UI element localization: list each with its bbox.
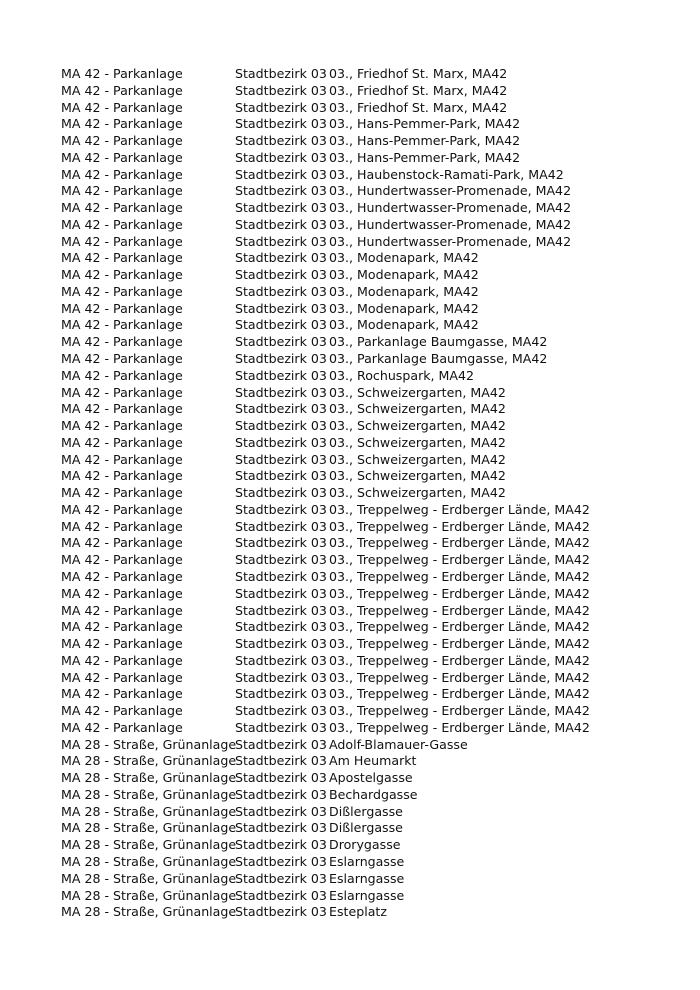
location-cell: 03., Schweizergarten, MA42 [329, 418, 506, 434]
department-cell: MA 42 - Parkanlage [61, 636, 183, 652]
location-cell: 03., Friedhof St. Marx, MA42 [329, 82, 508, 98]
department-cell: MA 28 - Straße, Grünanlage [61, 753, 237, 769]
location-cell: 03., Modenapark, MA42 [329, 250, 479, 266]
department-cell: MA 28 - Straße, Grünanlage [61, 803, 237, 819]
location-cell: 03., Treppelweg - Erdberger Lände, MA42 [329, 619, 590, 635]
department-cell: MA 28 - Straße, Grünanlage [61, 904, 237, 920]
department-cell: MA 28 - Straße, Grünanlage [61, 786, 237, 802]
department-cell: MA 28 - Straße, Grünanlage [61, 820, 237, 836]
location-cell: 03., Schweizergarten, MA42 [329, 401, 506, 417]
district-cell: Stadtbezirk 03 [235, 351, 327, 367]
department-cell: MA 42 - Parkanlage [61, 669, 183, 685]
district-cell: Stadtbezirk 03 [235, 820, 327, 836]
district-cell: Stadtbezirk 03 [235, 384, 327, 400]
district-cell: Stadtbezirk 03 [235, 686, 327, 702]
district-cell: Stadtbezirk 03 [235, 233, 327, 249]
district-cell: Stadtbezirk 03 [235, 853, 327, 869]
district-cell: Stadtbezirk 03 [235, 116, 327, 132]
district-cell: Stadtbezirk 03 [235, 485, 327, 501]
department-cell: MA 42 - Parkanlage [61, 82, 183, 98]
location-cell: Eslarngasse [329, 887, 405, 903]
department-cell: MA 42 - Parkanlage [61, 149, 183, 165]
location-cell: Adolf-Blamauer-Gasse [329, 736, 468, 752]
district-cell: Stadtbezirk 03 [235, 401, 327, 417]
district-cell: Stadtbezirk 03 [235, 267, 327, 283]
district-cell: Stadtbezirk 03 [235, 133, 327, 149]
location-cell: 03., Treppelweg - Erdberger Lände, MA42 [329, 686, 590, 702]
location-cell: 03., Treppelweg - Erdberger Lände, MA42 [329, 585, 590, 601]
district-cell: Stadtbezirk 03 [235, 837, 327, 853]
district-cell: Stadtbezirk 03 [235, 585, 327, 601]
district-cell: Stadtbezirk 03 [235, 736, 327, 752]
location-cell: Dißlergasse [329, 803, 403, 819]
location-cell: 03., Modenapark, MA42 [329, 283, 479, 299]
district-cell: Stadtbezirk 03 [235, 703, 327, 719]
district-cell: Stadtbezirk 03 [235, 468, 327, 484]
district-cell: Stadtbezirk 03 [235, 518, 327, 534]
district-cell: Stadtbezirk 03 [235, 501, 327, 517]
location-cell: 03., Friedhof St. Marx, MA42 [329, 66, 508, 81]
location-cell: 03., Hans-Pemmer-Park, MA42 [329, 133, 521, 149]
district-cell: Stadtbezirk 03 [235, 334, 327, 350]
district-cell: Stadtbezirk 03 [235, 317, 327, 333]
department-cell: MA 28 - Straße, Grünanlage [61, 770, 237, 786]
location-cell: 03., Treppelweg - Erdberger Lände, MA42 [329, 719, 590, 735]
location-cell: 03., Treppelweg - Erdberger Lände, MA42 [329, 518, 590, 534]
location-cell: 03., Hundertwasser-Promenade, MA42 [329, 216, 572, 232]
department-cell: MA 42 - Parkanlage [61, 518, 183, 534]
location-cell: 03., Modenapark, MA42 [329, 267, 479, 283]
location-cell: 03., Haubenstock-Ramati-Park, MA42 [329, 166, 564, 182]
department-cell: MA 42 - Parkanlage [61, 418, 183, 434]
department-cell: MA 42 - Parkanlage [61, 250, 183, 266]
department-cell: MA 42 - Parkanlage [61, 384, 183, 400]
department-cell: MA 28 - Straße, Grünanlage [61, 837, 237, 853]
department-cell: MA 42 - Parkanlage [61, 619, 183, 635]
district-cell: Stadtbezirk 03 [235, 535, 327, 551]
location-cell: 03., Treppelweg - Erdberger Lände, MA42 [329, 652, 590, 668]
district-cell: Stadtbezirk 03 [235, 602, 327, 618]
location-cell: Eslarngasse [329, 853, 405, 869]
location-cell: 03., Treppelweg - Erdberger Lände, MA42 [329, 636, 590, 652]
district-cell: Stadtbezirk 03 [235, 568, 327, 584]
location-cell: 03., Schweizergarten, MA42 [329, 434, 506, 450]
department-cell: MA 42 - Parkanlage [61, 283, 183, 299]
department-cell: MA 42 - Parkanlage [61, 351, 183, 367]
location-cell: 03., Hundertwasser-Promenade, MA42 [329, 200, 572, 216]
location-cell: 03., Parkanlage Baumgasse, MA42 [329, 334, 548, 350]
department-cell: MA 42 - Parkanlage [61, 166, 183, 182]
department-cell: MA 42 - Parkanlage [61, 703, 183, 719]
location-cell: 03., Treppelweg - Erdberger Lände, MA42 [329, 501, 590, 517]
district-cell: Stadtbezirk 03 [235, 652, 327, 668]
department-cell: MA 42 - Parkanlage [61, 501, 183, 517]
district-cell: Stadtbezirk 03 [235, 250, 327, 266]
location-cell: 03., Treppelweg - Erdberger Lände, MA42 [329, 535, 590, 551]
location-cell: 03., Treppelweg - Erdberger Lände, MA42 [329, 669, 590, 685]
location-cell: 03., Hundertwasser-Promenade, MA42 [329, 183, 572, 199]
department-cell: MA 42 - Parkanlage [61, 99, 183, 115]
district-cell: Stadtbezirk 03 [235, 283, 327, 299]
location-cell: 03., Parkanlage Baumgasse, MA42 [329, 351, 548, 367]
location-cell: 03., Treppelweg - Erdberger Lände, MA42 [329, 602, 590, 618]
department-cell: MA 28 - Straße, Grünanlage [61, 887, 237, 903]
district-cell: Stadtbezirk 03 [235, 200, 327, 216]
location-cell: 03., Schweizergarten, MA42 [329, 485, 506, 501]
department-cell: MA 42 - Parkanlage [61, 434, 183, 450]
department-cell: MA 42 - Parkanlage [61, 535, 183, 551]
district-cell: Stadtbezirk 03 [235, 669, 327, 685]
district-cell: Stadtbezirk 03 [235, 904, 327, 920]
district-cell: Stadtbezirk 03 [235, 367, 327, 383]
district-cell: Stadtbezirk 03 [235, 636, 327, 652]
district-cell: Stadtbezirk 03 [235, 719, 327, 735]
department-cell: MA 42 - Parkanlage [61, 133, 183, 149]
department-cell: MA 42 - Parkanlage [61, 552, 183, 568]
district-cell: Stadtbezirk 03 [235, 300, 327, 316]
department-cell: MA 42 - Parkanlage [61, 401, 183, 417]
department-cell: MA 42 - Parkanlage [61, 66, 183, 81]
department-cell: MA 42 - Parkanlage [61, 267, 183, 283]
district-cell: Stadtbezirk 03 [235, 149, 327, 165]
district-cell: Stadtbezirk 03 [235, 216, 327, 232]
location-cell: 03., Schweizergarten, MA42 [329, 384, 506, 400]
district-cell: Stadtbezirk 03 [235, 870, 327, 886]
department-cell: MA 42 - Parkanlage [61, 485, 183, 501]
department-cell: MA 42 - Parkanlage [61, 719, 183, 735]
district-cell: Stadtbezirk 03 [235, 770, 327, 786]
department-cell: MA 42 - Parkanlage [61, 116, 183, 132]
district-cell: Stadtbezirk 03 [235, 99, 327, 115]
department-cell: MA 42 - Parkanlage [61, 300, 183, 316]
department-cell: MA 42 - Parkanlage [61, 183, 183, 199]
location-cell: Apostelgasse [329, 770, 413, 786]
location-cell: 03., Schweizergarten, MA42 [329, 468, 506, 484]
department-cell: MA 42 - Parkanlage [61, 686, 183, 702]
district-cell: Stadtbezirk 03 [235, 786, 327, 802]
location-cell: Dißlergasse [329, 820, 403, 836]
department-cell: MA 42 - Parkanlage [61, 334, 183, 350]
department-cell: MA 42 - Parkanlage [61, 468, 183, 484]
department-cell: MA 42 - Parkanlage [61, 602, 183, 618]
district-cell: Stadtbezirk 03 [235, 183, 327, 199]
district-cell: Stadtbezirk 03 [235, 66, 327, 81]
department-cell: MA 28 - Straße, Grünanlage [61, 870, 237, 886]
location-cell: Am Heumarkt [329, 753, 417, 769]
location-cell: 03., Hans-Pemmer-Park, MA42 [329, 149, 521, 165]
location-cell: 03., Friedhof St. Marx, MA42 [329, 99, 508, 115]
district-cell: Stadtbezirk 03 [235, 803, 327, 819]
department-cell: MA 42 - Parkanlage [61, 317, 183, 333]
location-cell: 03., Schweizergarten, MA42 [329, 451, 506, 467]
department-cell: MA 42 - Parkanlage [61, 200, 183, 216]
location-cell: Esteplatz [329, 904, 387, 920]
district-cell: Stadtbezirk 03 [235, 451, 327, 467]
location-cell: 03., Hans-Pemmer-Park, MA42 [329, 116, 521, 132]
department-cell: MA 42 - Parkanlage [61, 652, 183, 668]
location-cell: 03., Treppelweg - Erdberger Lände, MA42 [329, 552, 590, 568]
district-cell: Stadtbezirk 03 [235, 619, 327, 635]
location-cell: 03., Treppelweg - Erdberger Lände, MA42 [329, 568, 590, 584]
department-cell: MA 42 - Parkanlage [61, 367, 183, 383]
location-cell: 03., Hundertwasser-Promenade, MA42 [329, 233, 572, 249]
department-cell: MA 42 - Parkanlage [61, 585, 183, 601]
department-cell: MA 42 - Parkanlage [61, 233, 183, 249]
location-cell: 03., Rochuspark, MA42 [329, 367, 475, 383]
district-cell: Stadtbezirk 03 [235, 418, 327, 434]
location-cell: 03., Modenapark, MA42 [329, 317, 479, 333]
location-cell: Bechardgasse [329, 786, 418, 802]
location-cell: 03., Treppelweg - Erdberger Lände, MA42 [329, 703, 590, 719]
department-cell: MA 28 - Straße, Grünanlage [61, 736, 237, 752]
district-cell: Stadtbezirk 03 [235, 753, 327, 769]
district-cell: Stadtbezirk 03 [235, 82, 327, 98]
location-cell: Drorygasse [329, 837, 401, 853]
department-cell: MA 42 - Parkanlage [61, 216, 183, 232]
department-cell: MA 42 - Parkanlage [61, 451, 183, 467]
department-cell: MA 28 - Straße, Grünanlage [61, 853, 237, 869]
district-cell: Stadtbezirk 03 [235, 887, 327, 903]
location-cell: Eslarngasse [329, 870, 405, 886]
department-cell: MA 42 - Parkanlage [61, 568, 183, 584]
district-cell: Stadtbezirk 03 [235, 552, 327, 568]
location-cell: 03., Modenapark, MA42 [329, 300, 479, 316]
district-cell: Stadtbezirk 03 [235, 434, 327, 450]
district-cell: Stadtbezirk 03 [235, 166, 327, 182]
